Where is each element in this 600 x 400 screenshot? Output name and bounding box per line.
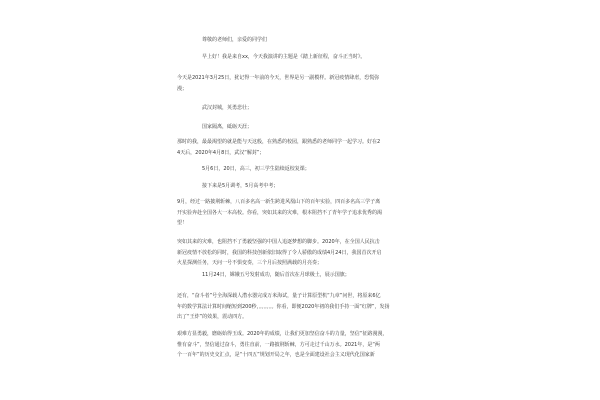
wuhan-lockdown-line: 武汉封城，英勇悲壮； [202,105,253,111]
return-to-school-line: 5月6日，20日，高三，初三学生陆续返校复课； [202,166,310,172]
campus-wish-paragraph: 那时的我，最最渴望的就是能与天这般，在熟悉的校园，跟熟悉的老师同学一起学习。好在2 4天后，2020年4月8日，武汉“解封”； [177,139,381,156]
change5-line: 11月24日，嫦娥五号发射成功，随后首次在月球极土，展示国旗； [202,272,350,278]
september-paragraph: 9月，经过一路披荆斩棘，八百多名高一新生跨进风凰山下的百年实验，四百多名高三学子离 开实验奔赴全国各大一本高校。你看，突如其来的灾难，根本阻挡不了青年学子追求优秀的渴 望！ [177,199,383,226]
isolation-line: 国家隔离，砥砺天涯； [202,124,253,130]
date-paragraph: 今天是2021年3月25日，犹记得一年前的今天，世界是另一副模样。新冠疫情肆虐，恐慌弥 漫； [177,75,380,92]
greeting-paragraph: 尊敬的老师们，亲爱的同学们 [202,37,268,43]
deep-sea-paragraph: 还有，“奋斗者”号全海深载人潜水器完成万米海试，量子计算原型机“九章”问世，将原来6亿 年的数学算法计算时间缩短到200秒，。。。。。。你看，即便2020年初的我们手持一面“红牌”，发扬 出了“王炸”的效果，震动四方。 [177,293,390,320]
perseverance-paragraph: 艰难方显勇毅，磨砺始得玉成。2020年的成绩，让我们更加坚信奋斗的力量，坚信“征路漫漫， 惟有奋斗”，坚信通过奋斗，勇往直前，一路披荆斩棘，方可走过千山万水。2021年，是“两 个一百年”的历史交汇点，是“十四五”规划开局之年，也是全面建设社会主义现代化国家新 [177,331,388,358]
intro-paragraph: 早上好！我是来自xx，今天我演讲的主题是《踏上新征程，奋斗正当时》。 [202,54,366,60]
exams-line: 接下来是5月调考，5月高考中考； [202,183,279,189]
science-achievements-paragraph: 突如其来的灾难，也阻挡不了勇毅坚强的中国人追逐梦想的脚步。2020年，在全国人民抗击 新冠疫情不放松的同时，我国的科技创新依旧取得了令人骄傲的成绩4月24日，我国首次开启 火星探测任务，天问一号不惧变奏，三个月后按照满载的月亮奏； [177,239,382,266]
